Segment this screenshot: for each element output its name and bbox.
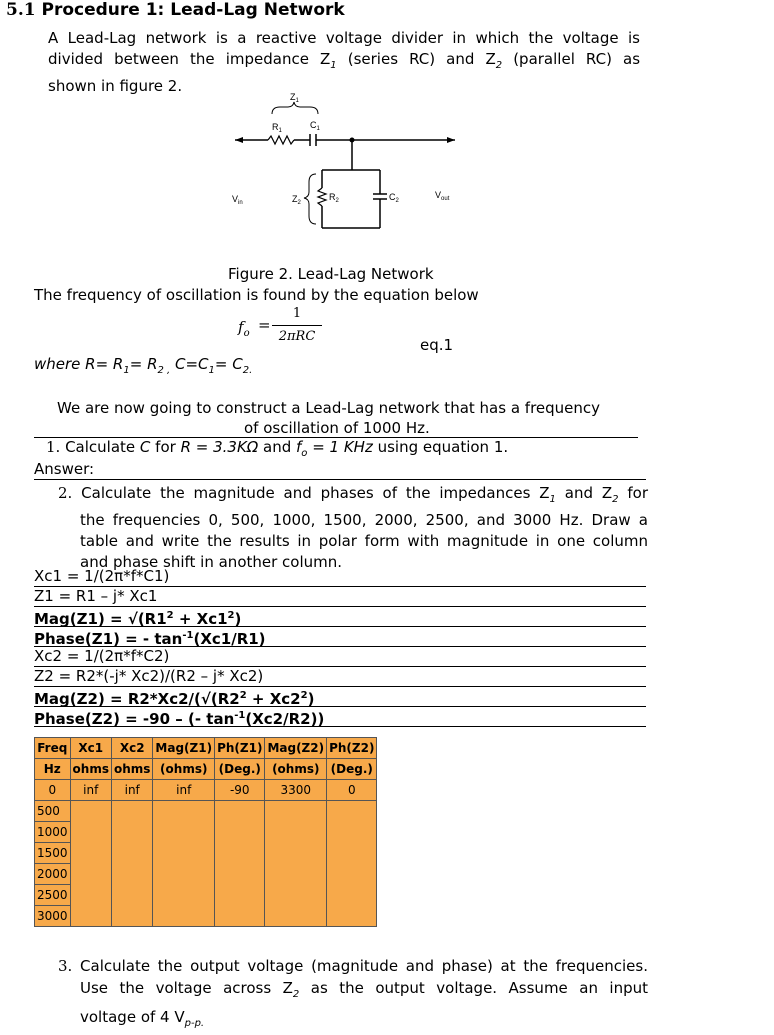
question-1: 1. Calculate C for R = 3.3KΩ and $f_o = 1$ KHz using equation 1.	[46, 438, 509, 459]
table-header-cell: Mag(Z1)	[153, 738, 215, 759]
q3-line-2: Use the voltage across $Z_2$ as the output voltage. Assume an input	[80, 979, 648, 1000]
question-3	[58, 955, 648, 1035]
table-header-cell: (Deg.)	[215, 759, 265, 780]
table-cell: inf	[153, 780, 215, 801]
table-header-cell: (Deg.)	[327, 759, 377, 780]
q2-line-2: the frequencies 0, 500, 1000, 1500, 2000, 2500, and 3000 Hz. Draw a	[80, 511, 648, 529]
construct-line-1: We are now going to construct a Lead-Lag network that has a frequency	[57, 399, 601, 417]
formula-z2: Z2 = R2*(-j* Xc2)/(R2 – j* Xc2)	[34, 666, 646, 687]
answer-label: Answer:	[34, 460, 95, 478]
c2-label: $C_2$	[389, 192, 399, 204]
q3-line-3: voltage of 4 $V_{p-p.}$	[80, 1008, 205, 1029]
table-header-row-1	[35, 738, 377, 759]
table-cell: 500	[35, 801, 71, 822]
z1-label: $Z_1$	[290, 92, 299, 104]
table-cell: 2500	[35, 885, 71, 906]
table-cell: inf	[111, 780, 152, 801]
intro-line-3: shown in figure 2.	[48, 77, 183, 95]
q2-line-3: table and write the results in polar form with magnitude in one column	[80, 532, 648, 550]
table-header-cell: Xc2	[111, 738, 152, 759]
formula-xc2: Xc2 = 1/(2π*f*C2)	[34, 646, 646, 667]
z2-label: $Z_2$	[292, 194, 301, 206]
figure-caption: Figure 2. Lead-Lag Network	[228, 265, 434, 283]
section-number: 5.1	[6, 0, 36, 20]
formula-mag-z2: $Mag(Z2) = R2*Xc2/(√(R2^2 + Xc2^2)$	[34, 686, 646, 707]
input-arrow	[235, 137, 243, 143]
vin-label: $V_{in}$	[232, 194, 243, 206]
vout-label: $V_{out}$	[435, 190, 450, 202]
frequency-sentence: The frequency of oscillation is found by the equation below	[34, 286, 479, 304]
table-header-cell: (ohms)	[265, 759, 327, 780]
intro-line-1: A Lead-Lag network is a reactive voltage divider in which the voltage is	[48, 29, 640, 47]
equation-numerator: 1	[292, 306, 302, 321]
section-title: Procedure 1: Lead-Lag Network	[41, 0, 345, 20]
table-header-cell: ohms	[111, 759, 152, 780]
circuit-diagram	[230, 90, 470, 240]
table-header-cell: Xc1	[70, 738, 111, 759]
r1-label: $R_1$	[272, 122, 282, 134]
formula-phase-z1: Phase(Z1) = - $\tan^{-1}(Xc1/R1)$	[34, 626, 646, 647]
table-cell: 3000	[35, 906, 71, 927]
table-header-cell: ohms	[70, 759, 111, 780]
circuit-figure	[230, 90, 470, 244]
table-cell: 0	[35, 780, 71, 801]
output-arrow	[447, 137, 455, 143]
equation-equals: =	[258, 316, 271, 334]
r2-label: $R_2$	[329, 192, 339, 204]
table-header-cell: (ohms)	[153, 759, 215, 780]
z1-brace	[272, 102, 318, 114]
c1-label: $C_1$	[310, 120, 320, 132]
table-cell: 1500	[35, 843, 71, 864]
table-row	[35, 780, 377, 801]
equation-lhs: $f_o$	[238, 318, 250, 339]
table-header-cell: Hz	[35, 759, 71, 780]
intro-paragraph	[48, 28, 640, 97]
table-cell: inf	[70, 780, 111, 801]
equation-label: eq.1	[420, 336, 454, 354]
q2-line-4: and phase shift in another column.	[80, 553, 343, 571]
where-clause: where $R= R_1= R_{2 ,}$ $C=C_1= C_{2.}$	[34, 355, 253, 376]
table-row	[35, 801, 377, 822]
impedance-table	[34, 737, 377, 927]
formula-phase-z2: Phase(Z2) = -90 – (- $\tan^{-1}(Xc2/R2)$)	[34, 706, 646, 727]
rule-after-answer	[34, 479, 646, 480]
table-cell: -90	[215, 780, 265, 801]
construct-paragraph	[57, 398, 600, 438]
table-header-row-2	[35, 759, 377, 780]
intro-line-2: divided between the impedance $Z_1$ (series RC) and $Z_2$ (parallel RC) as	[48, 50, 641, 71]
formula-xc1: Xc1 = 1/(2π*f*C1)	[34, 566, 646, 587]
r1-resistor	[268, 136, 294, 144]
q2-line-1: 2. Calculate the magnitude and phases of the impedances $Z_1$ and $Z_2$ for	[58, 484, 648, 505]
question-2	[58, 483, 648, 573]
table-cell: 3300	[265, 780, 327, 801]
table-header-cell: Freq	[35, 738, 71, 759]
equation-fraction-bar	[272, 325, 322, 326]
table-cell: 0	[327, 780, 377, 801]
r2-resistor	[318, 188, 326, 206]
formula-mag-z1: $Mag(Z1) = √(R1^2 + Xc1^2)$	[34, 606, 646, 627]
table-header-cell: Ph(Z1)	[215, 738, 265, 759]
q3-line-1: 3. Calculate the output voltage (magnitude and phase) at the frequencies.	[58, 957, 648, 975]
construct-line-2: of oscillation of 1000 Hz.	[244, 419, 430, 437]
equation-denominator: 2πRC	[278, 329, 316, 344]
table-header-cell: Mag(Z2)	[265, 738, 327, 759]
z2-brace	[304, 174, 316, 224]
table-header-cell: Ph(Z2)	[327, 738, 377, 759]
table-cell: 2000	[35, 864, 71, 885]
table-cell: 1000	[35, 822, 71, 843]
section-heading	[6, 0, 345, 20]
formula-z1: Z1 = R1 – j* Xc1	[34, 586, 646, 607]
